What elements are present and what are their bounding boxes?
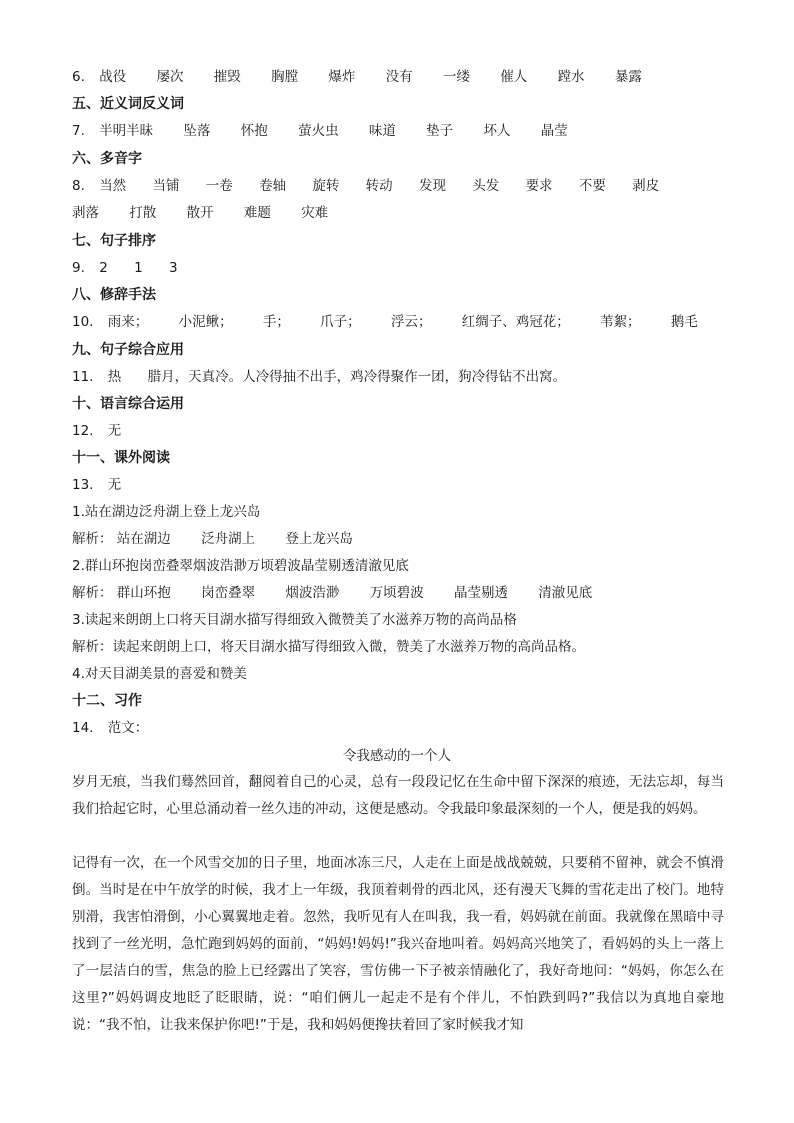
q8-word: 剥落 — [72, 205, 99, 221]
q7-word: 垫子 — [426, 123, 454, 139]
section-12-heading: 十二、习作 — [72, 693, 142, 709]
q9-number: 9. — [72, 260, 85, 276]
q13-line — [72, 476, 734, 494]
q10-answer: 苇絮； — [600, 314, 641, 330]
q6-word: 爆炸 — [328, 69, 356, 85]
reading-analysis-3: 解析：读起来朗朗上口，将天目湖水描写得细致入微，赞美了水滋养万物的高尚品格。 — [72, 639, 585, 655]
q11-answer-b: 腊月，天真冷。人冷得抽不出手，鸡冷得聚作一团，狗冷得钻不出窝。 — [147, 369, 567, 385]
analysis-phrase: 烟波浩渺 — [285, 585, 340, 601]
q7-word: 味道 — [368, 123, 396, 139]
q8-word: 不要 — [578, 178, 606, 194]
q7-word: 坠落 — [183, 123, 211, 139]
q7-word: 坏人 — [483, 123, 511, 139]
analysis-phrase: 群山环抱 — [116, 585, 171, 601]
q8-word: 打散 — [129, 205, 157, 221]
q10-answer: 浮云； — [390, 314, 432, 330]
q14-line — [72, 719, 734, 737]
q6-word: 一缕 — [442, 69, 470, 85]
q7-word: 半明半昧 — [99, 123, 154, 139]
q8-word: 发现 — [418, 178, 446, 194]
q7-line — [72, 122, 734, 140]
q10-answer: 爪子； — [320, 314, 361, 330]
q11-answer-a: 热 — [107, 369, 122, 385]
q8-line-1 — [72, 177, 734, 195]
section-7-heading: 七、句子排序 — [72, 233, 156, 249]
q6-word: 屡次 — [156, 69, 184, 85]
reading-answer-3: 3.读起来朗朗上口将天目湖水描写得细致入微赞美了水滋养万物的高尚品格 — [72, 612, 517, 628]
q8-number: 8. — [72, 178, 85, 194]
q8-word: 灾难 — [301, 205, 329, 221]
q10-answer: 小泥鳅； — [178, 314, 233, 330]
q10-answer: 红绸子、鸡冠花； — [461, 314, 570, 330]
reading-answer-4: 4.对天目湖美景的喜爱和赞美 — [72, 666, 247, 682]
q8-word: 难题 — [243, 205, 271, 221]
analysis-phrase: 清澈见底 — [538, 585, 593, 601]
q6-number: 6. — [72, 69, 85, 85]
essay-paragraph-1: 岁月无痕，当我们蓦然回首，翻阅着自己的心灵，总有一段段记忆在生命中留下深深的痕迹，无法忘却，每当我们拾起它时，心里总涌动着一丝久违的冲动，这便是感动。令我最印象最深刻的一个人，便是我的妈妈。 — [72, 774, 724, 817]
q6-word: 摧毁 — [213, 69, 241, 85]
q13-number: 13. — [72, 477, 94, 493]
essay-paragraph-2: 记得有一次，在一个风雪交加的日子里，地面冰冻三尺，人走在上面是战战兢兢，只要稍不留神，就会不慎滑倒。当时是在中午放学的时候，我才上一年级，我顶着刺骨的西北风，还有漫天飞舞的雪花走出了校门。地特别滑，我害怕滑倒，小心翼翼地走着。忽然，我听见有人在叫我，我一看，妈妈就在前面。我就像在黑暗中寻找到了一丝光明，急忙跑到妈妈的面前，“妈妈!妈妈!”我兴奋地叫着。妈妈高兴地笑了，看妈妈的头上一落上了一层洁白的雪，焦急的脸上已经露出了笑容，雪仿佛一下子被亲情融化了，我好奇地问：“妈妈，你怎么在这里?”妈妈调皮地眨了眨眼睛，说：“咱们俩儿一起走不是有个伴儿，不怕跌到吗?”我信以为真地自豪地说：“我不怕，让我来保护你吧!”于是，我和妈妈便搀扶着回了家时候我才知 — [72, 855, 724, 1033]
q8-word: 一卷 — [205, 178, 233, 194]
q6-word: 催人 — [500, 69, 528, 85]
q6-line — [72, 68, 734, 86]
q9-line — [72, 259, 734, 277]
q8-word: 要求 — [525, 178, 553, 194]
q9-order: 3 — [168, 260, 178, 276]
q7-number: 7. — [72, 123, 85, 139]
analysis-phrase: 岗峦叠翠 — [201, 585, 256, 601]
section-11-heading: 十一、课外阅读 — [72, 450, 170, 466]
analysis-phrase: 万顷碧波 — [369, 585, 424, 601]
q6-word: 蹚水 — [557, 69, 585, 85]
q8-word: 卷轴 — [259, 178, 287, 194]
analysis-label: 解析： — [72, 531, 113, 547]
q8-word: 散开 — [186, 205, 214, 221]
q11-line — [72, 368, 734, 386]
section-5-heading: 五、近义词反义词 — [72, 96, 184, 112]
section-9-heading: 九、句子综合应用 — [72, 342, 184, 358]
q12-line — [72, 422, 734, 440]
q6-word: 胸膛 — [271, 69, 299, 85]
q8-word: 当铺 — [152, 178, 180, 194]
q8-word: 转动 — [365, 178, 393, 194]
q8-word: 头发 — [472, 178, 500, 194]
q10-answer: 手； — [262, 314, 290, 330]
q14-number: 14. — [72, 720, 94, 736]
q8-word: 剥皮 — [632, 178, 660, 194]
q10-answer: 雨来； — [107, 314, 149, 330]
essay-title: 令我感动的一个人 — [343, 748, 451, 764]
reading-analysis-2 — [72, 584, 734, 602]
q6-word: 战役 — [99, 69, 127, 85]
analysis-phrase: 站在湖边 — [116, 531, 171, 547]
q9-order: 2 — [99, 260, 108, 276]
section-8-heading: 八、修辞手法 — [72, 287, 156, 303]
q6-word: 没有 — [385, 69, 413, 85]
analysis-phrase: 登上龙兴岛 — [285, 531, 353, 547]
analysis-label: 解析： — [72, 585, 113, 601]
q9-order: 1 — [134, 260, 143, 276]
q8-word: 当然 — [99, 178, 127, 194]
q10-answer: 鹅毛 — [670, 314, 698, 330]
q7-word: 萤火虫 — [298, 123, 339, 139]
reading-answer-1: 1.站在湖边泛舟湖上登上龙兴岛 — [72, 504, 261, 520]
q12-answer: 无 — [107, 423, 122, 439]
q10-number: 10. — [72, 314, 94, 330]
q11-number: 11. — [72, 369, 94, 385]
analysis-phrase: 晶莹剔透 — [453, 585, 508, 601]
q10-line — [72, 313, 734, 331]
q8-word: 旋转 — [312, 178, 340, 194]
q6-word: 暴露 — [614, 69, 642, 85]
q14-label: 范文： — [107, 720, 149, 736]
section-10-heading: 十、语言综合运用 — [72, 396, 184, 412]
reading-analysis-1 — [72, 530, 734, 548]
q7-word: 晶莹 — [540, 123, 568, 139]
q13-answer: 无 — [107, 477, 122, 493]
q7-word: 怀抱 — [240, 123, 268, 139]
q12-number: 12. — [72, 423, 94, 439]
analysis-phrase: 泛舟湖上 — [201, 531, 256, 547]
reading-answer-2: 2.群山环抱岗峦叠翠烟波浩渺万顷碧波晶莹剔透清澈见底 — [72, 558, 409, 574]
q8-line-2 — [72, 204, 734, 222]
section-6-heading: 六、多音字 — [72, 151, 142, 167]
